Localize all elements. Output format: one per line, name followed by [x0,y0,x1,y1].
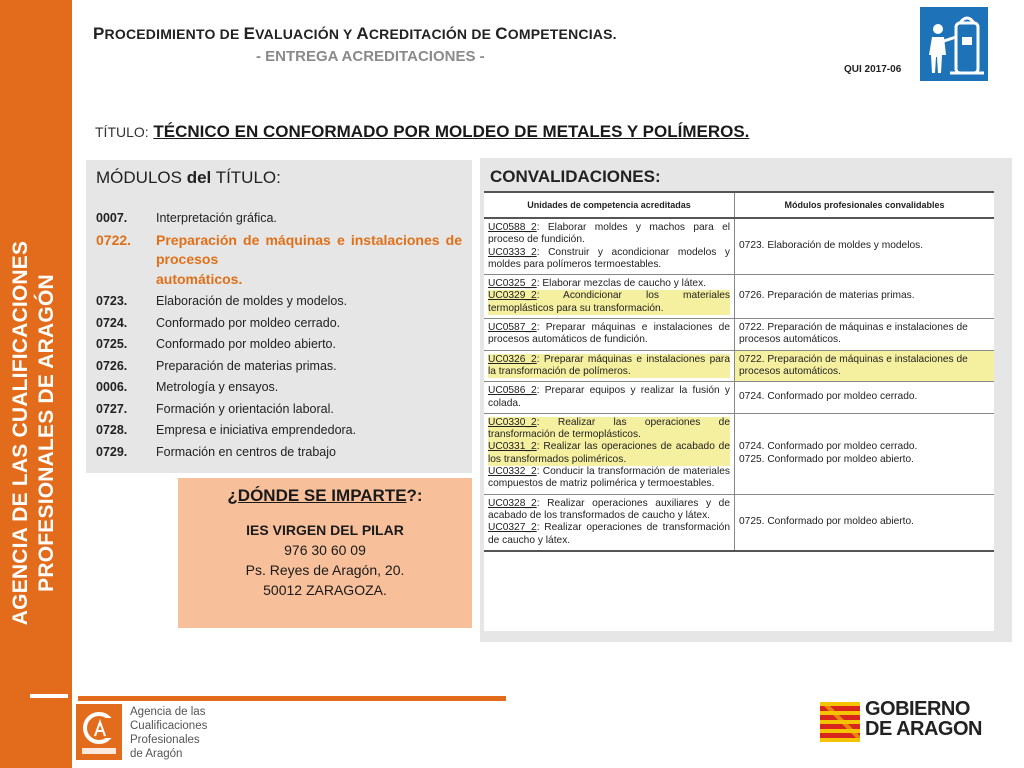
agency-line: Cualificaciones [130,720,208,732]
uc-code: UC0332_2 [488,466,537,478]
uc-entry [488,322,730,347]
list-item [96,356,462,378]
uc-entry-highlighted [488,354,730,379]
titulo-label: TÍTULO: [95,124,149,140]
module-name [156,231,462,290]
module-cell [735,382,995,414]
uc-code: UC0325_2 [488,278,537,290]
module-cell [735,494,995,551]
uc-entry [488,498,730,523]
center-name: IES VIRGEN DEL PILAR [246,522,404,538]
government-logo-text [865,699,982,739]
agency-line: Agencia de las [130,706,206,718]
page-subtitle: - ENTREGA ACREDITACIONES - [256,48,485,65]
uc-text: : Preparar máquinas e instalaciones para la transformación de polímeros. [488,353,730,377]
modulos-heading [96,168,281,188]
uc-code: UC0586_2 [488,385,537,397]
module-entry: 0726. Preparación de materias primas. [739,290,915,302]
modulos-heading-c: TÍTULO: [215,168,281,187]
module-entry: 0723. Elaboración de moldes y modelos. [739,240,924,252]
convalidaciones-table-wrap [484,191,994,631]
uc-text: : Elaborar moldes y machos para el proceso de fundición. [488,222,730,246]
uc-code: UC0327_2 [488,522,537,534]
module-code: 0723. [96,294,128,308]
uc-cell [484,494,735,551]
title-part-1: ROCEDIMIENTO DE [104,26,244,42]
footer-divider [78,696,506,701]
donde-title [178,486,472,506]
module-code: 0724. [96,315,128,330]
uc-entry [488,522,730,547]
title-initial-p: P [93,24,105,43]
uc-entry-highlighted [488,290,730,315]
uc-code: UC0326_2 [488,353,537,365]
page-title [93,24,617,44]
uc-cell [484,218,735,275]
module-name-last: automáticos. [156,270,243,287]
titulo-line [95,122,749,142]
uc-code: UC0329_2 [488,290,537,302]
donde-panel [178,478,472,628]
title-initial-e: E [243,24,256,43]
list-item [96,291,462,313]
title-initial-a: A [356,24,369,43]
uc-text: : Realizar operaciones de transformación de caucho y látex. [488,522,730,546]
list-item [96,399,462,421]
uc-code: UC0331_2 [488,441,537,453]
donde-details [178,520,472,600]
module-entry: 0725. Conformado por moldeo abierto. [739,453,914,465]
uc-code: UC0587_2 [488,322,537,334]
table-row [484,382,994,414]
center-city: 50012 ZARAGOZA. [263,582,387,598]
uc-entry-highlighted [488,417,730,442]
uc-text: : Realizar las operaciones de acabado de los transformados poliméricos. [488,441,730,465]
module-code: 0726. [96,358,128,373]
table-row [484,319,994,351]
uc-entry-highlighted [488,441,730,466]
uc-text: : Realizar operaciones auxiliares y de acabado de los transformados de caucho y látex. [488,497,730,521]
list-item [96,442,462,464]
uc-code: UC0330_2 [488,416,537,428]
uc-text: : Preparar equipos y realizar la fusión y colada. [488,385,730,409]
title-part-3: CREDITACIÓN DE [368,26,496,42]
module-code: 0722. [96,231,132,248]
center-address: Ps. Reyes de Aragón, 20. [245,562,405,578]
table-header-row [484,192,994,218]
column-header-uc: Unidades de competencia acreditadas [484,192,735,218]
module-name-main: Preparación de máquinas e instalaciones de procesos [156,231,462,267]
uc-cell [484,413,735,494]
sidebar-agency-name [8,198,60,668]
sidebar [0,0,72,768]
modulos-heading-b: del [186,168,212,187]
uc-text: : Acondicionar los materiales termoplásticos para su transformación. [488,290,730,314]
module-name: Preparación de materias primas. [156,358,337,373]
title-part-2: VALUACIÓN Y [255,26,357,42]
module-name: Formación en centros de trabajo [156,444,336,459]
module-cell [735,319,995,351]
module-entry: 0722. Preparación de máquinas e instalaciones de procesos automáticos. [739,353,968,377]
agency-logo [76,704,122,760]
module-name: Metrología y ensayos. [156,380,279,394]
list-item [96,377,462,399]
center-phone: 976 30 60 09 [284,542,366,558]
module-name: Elaboración de moldes y modelos. [156,294,348,308]
uc-code: UC0333_2 [488,246,537,258]
titulo-value: TÉCNICO EN CONFORMADO POR MOLDEO DE METALES Y POLÍMEROS. [153,122,750,141]
sidebar-line-1: AGENCIA DE LAS CUALIFICACIONES [9,240,32,626]
module-name: Empresa e iniciativa emprendedora. [156,423,357,437]
agency-name [130,705,207,761]
industry-logo [920,7,988,81]
module-code: 0007. [96,211,128,225]
uc-cell [484,319,735,351]
modulos-list [96,208,462,463]
module-cell-highlighted [735,350,995,382]
column-header-modules: Módulos profesionales convalidables [735,192,995,218]
title-initial-c: C [495,24,508,43]
gov-line-2: DE ARAGON [865,718,982,740]
donde-title-b: ?: [406,486,423,505]
agency-line: de Aragón [130,748,183,760]
sidebar-bar [30,694,68,698]
uc-entry [488,385,730,410]
module-name: Conformado por moldeo abierto. [156,337,336,351]
uc-cell [484,275,735,319]
module-entry: 0724. Conformado por moldeo cerrado. [739,441,918,453]
list-item [96,334,462,356]
agency-line: Profesionales [130,734,200,746]
uc-code: UC0328_2 [488,497,537,509]
table-row [484,494,994,551]
uc-code: UC0588_2 [488,222,537,233]
gov-line-1: GOBIERNO [865,698,970,720]
uc-cell [484,350,735,382]
module-cell [735,275,995,319]
module-name: Interpretación gráfica. [156,211,277,225]
module-cell [735,413,995,494]
list-item-highlighted [96,231,462,290]
sidebar-line-2: PROFESIONALES DE ARAGÓN [35,274,58,592]
table-row [484,218,994,275]
uc-entry [488,466,730,491]
module-code: 0728. [96,423,128,437]
convalidaciones-panel [480,158,1012,642]
module-entry: 0725. Conformado por moldeo abierto. [739,516,914,528]
modulos-heading-a: MÓDULOS [96,168,182,187]
uc-text: : Elaborar mezclas de caucho y látex. [536,278,707,290]
document-code: QUI 2017-06 [844,64,902,75]
worker-reactor-icon [920,7,988,81]
uc-text: : Construir y acondicionar modelos y moldes para polímeros termoestables. [488,246,730,270]
module-cell [735,218,995,275]
title-part-4: OMPETENCIAS. [507,26,617,42]
uc-text: : Realizar las operaciones de transformación de termoplásticos. [488,416,730,441]
table-row [484,275,994,319]
module-name: Formación y orientación laboral. [156,401,334,416]
module-code: 0006. [96,380,128,394]
module-code: 0729. [96,444,128,459]
agency-c-icon [76,704,122,760]
module-name: Conformado por moldeo cerrado. [156,315,341,330]
module-code: 0725. [96,337,128,351]
module-entry: 0722. Preparación de máquinas e instalaciones de procesos automáticos. [739,322,968,346]
convalidaciones-table [484,191,994,552]
uc-entry [488,222,730,247]
table-row-highlighted [484,350,994,382]
convalidaciones-heading: CONVALIDACIONES: [490,167,661,186]
list-item [96,420,462,442]
uc-text: : Preparar máquinas e instalaciones de procesos automáticos de fundición. [488,322,730,346]
uc-text: : Conducir la transformación de materiales compuestos de matriz polimérica y termoestables. [488,466,730,490]
modulos-panel [86,160,472,473]
donde-title-a: ¿DÓNDE SE IMPARTE [227,486,407,505]
module-entry: 0724. Conformado por moldeo cerrado. [739,391,918,403]
uc-cell [484,382,735,414]
table-row [484,413,994,494]
list-item [96,208,462,230]
aragon-flag-icon [820,702,860,742]
list-item [96,313,462,335]
uc-entry [488,247,730,272]
module-code: 0727. [96,401,128,416]
uc-entry [488,278,730,290]
